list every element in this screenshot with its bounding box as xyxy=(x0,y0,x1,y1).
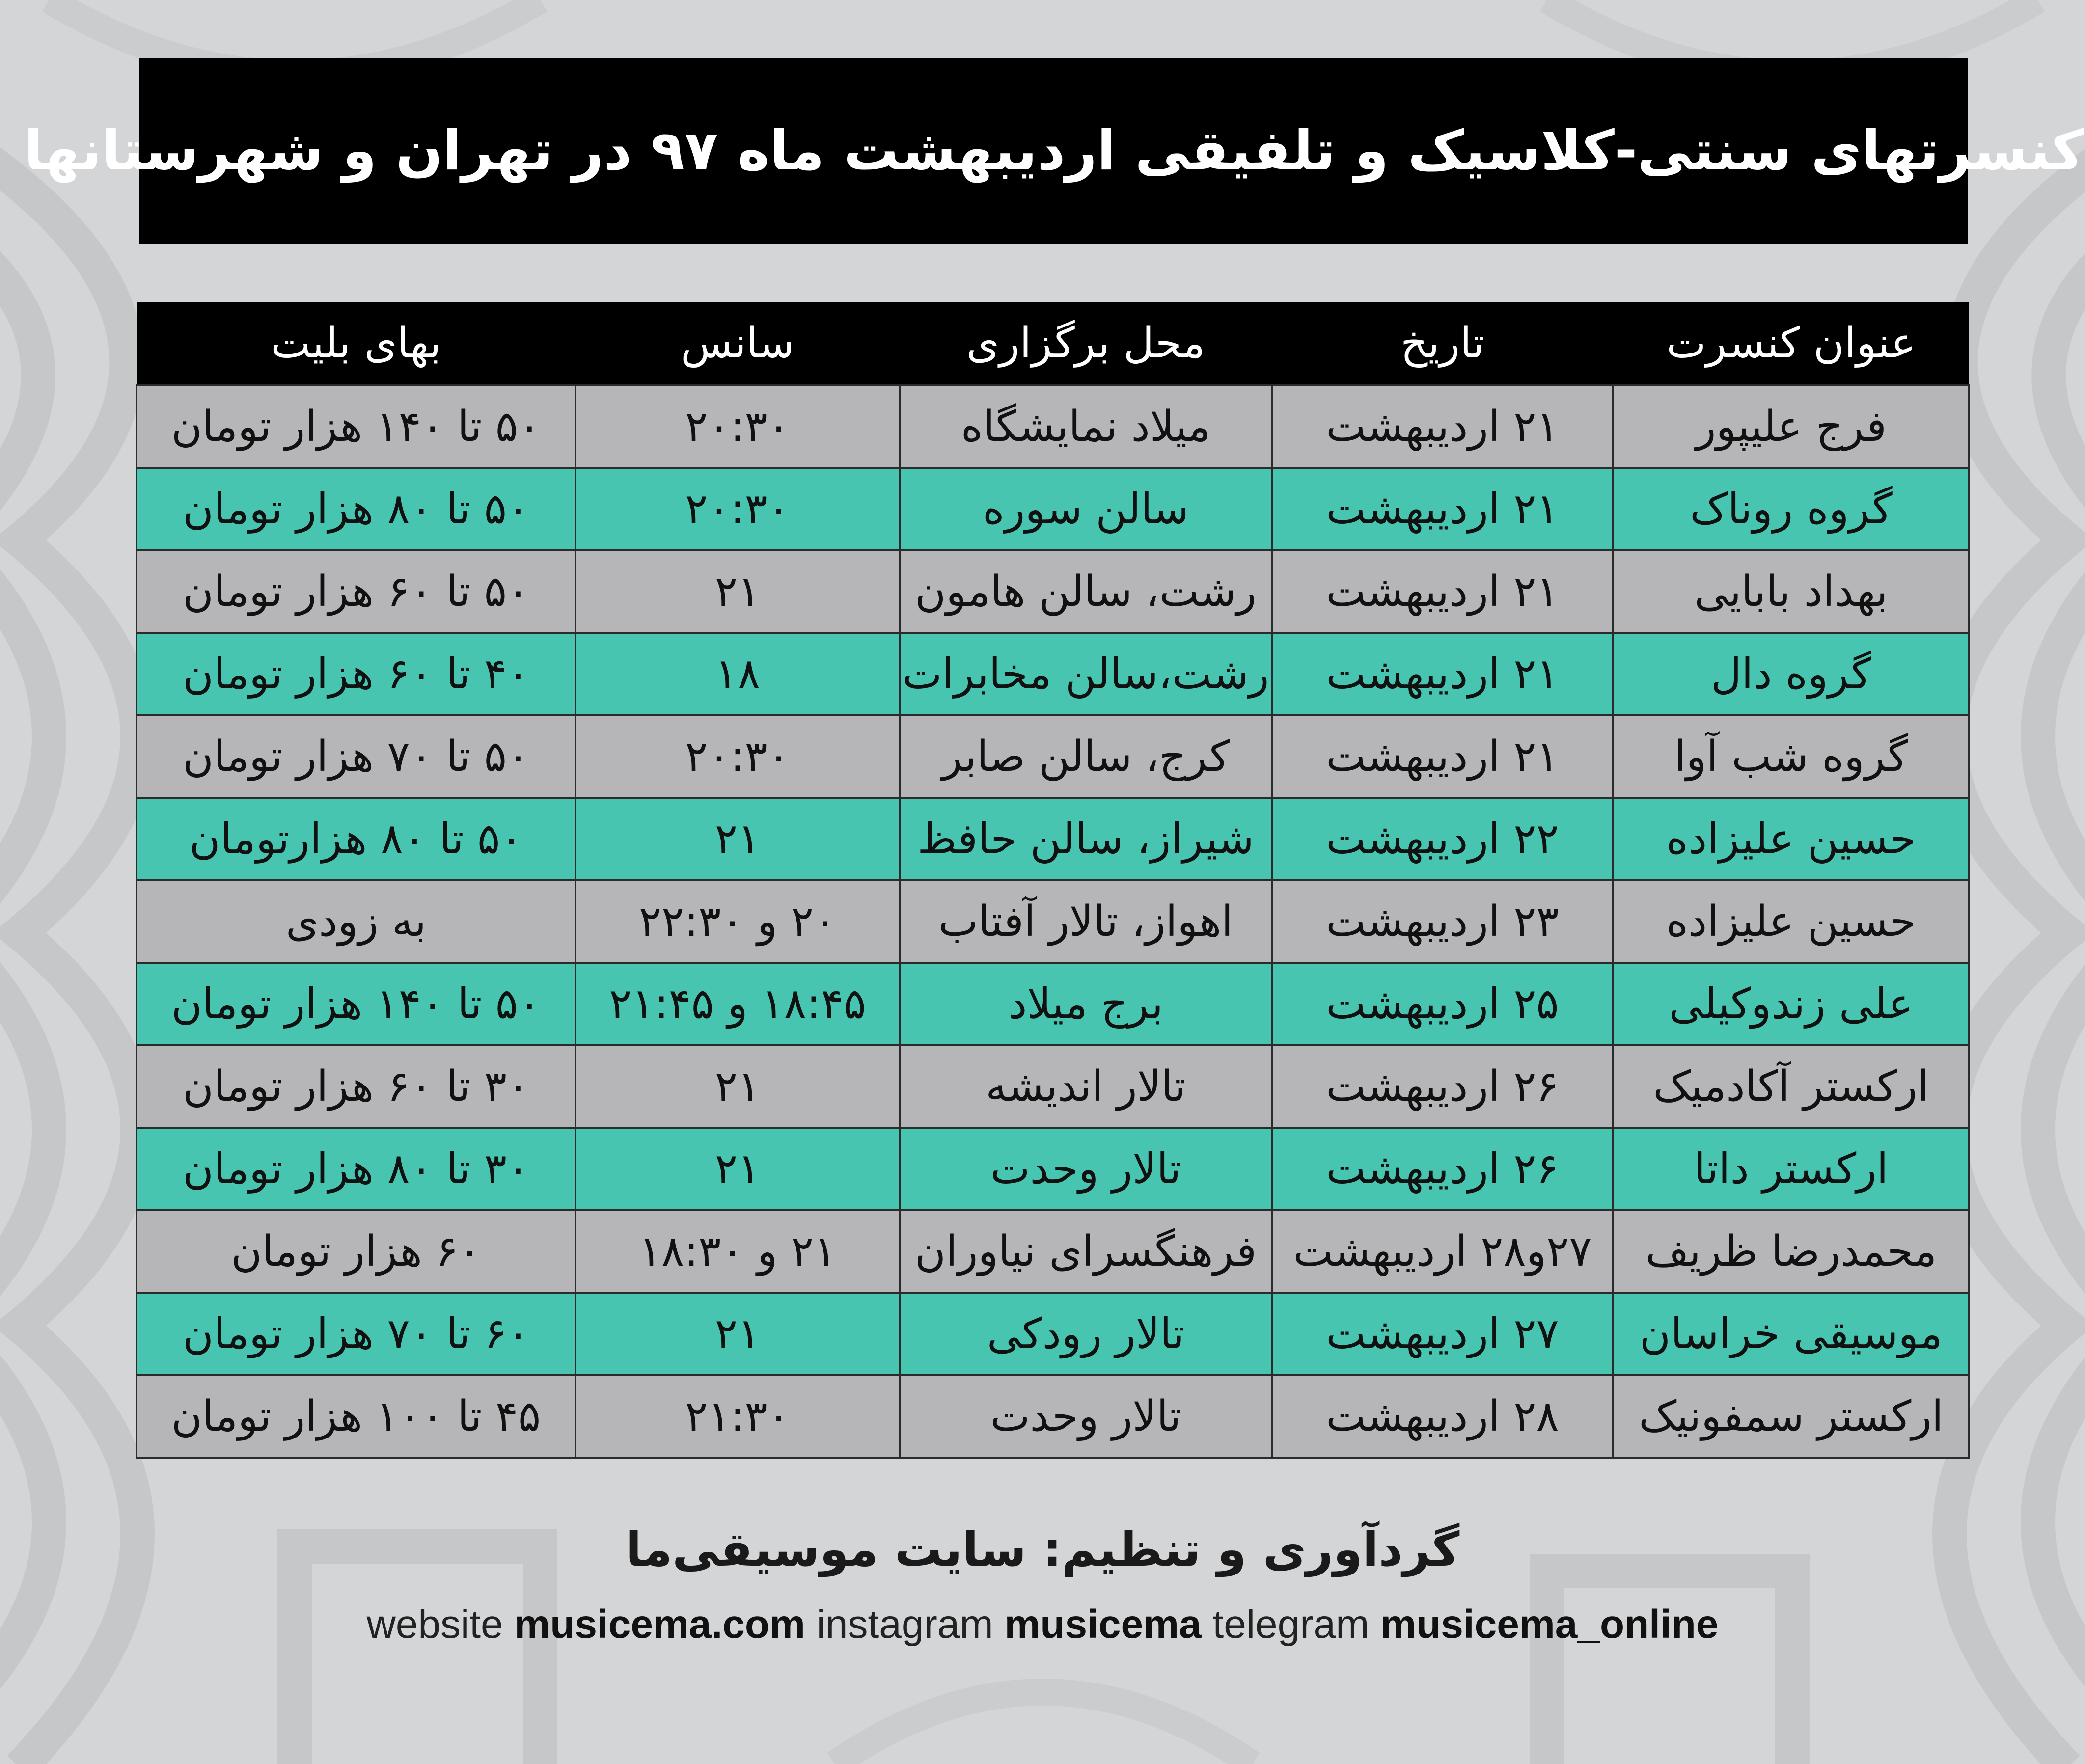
cell-time: ۲۰:۳۰ xyxy=(576,385,900,468)
cell-title: محمدرضا ظریف xyxy=(1613,1210,1969,1293)
cell-venue: تالار رودکی xyxy=(900,1293,1272,1375)
telegram-link[interactable]: musicema_online xyxy=(1380,1602,1719,1647)
cell-title: ارکستر سمفونیک xyxy=(1613,1375,1969,1458)
cell-price: ۳۰ تا ۶۰ هزار تومان xyxy=(137,1045,576,1128)
cell-time: ۲۱:۳۰ xyxy=(576,1375,900,1458)
cell-price: ۵۰ تا ۷۰ هزار تومان xyxy=(137,715,576,798)
cell-time: ۲۰:۳۰ xyxy=(576,715,900,798)
cell-date: ۲۲ اردیبهشت xyxy=(1272,798,1613,880)
cell-title: فرج علیپور xyxy=(1613,385,1969,468)
table-header-row xyxy=(137,302,1969,385)
table-row xyxy=(137,715,1969,798)
cell-date: ۲۸ اردیبهشت xyxy=(1272,1375,1613,1458)
cell-title: علی زندوکیلی xyxy=(1613,963,1969,1045)
table-row xyxy=(137,1210,1969,1293)
cell-title: ارکستر داتا xyxy=(1613,1128,1969,1210)
header-title: عنوان کنسرت xyxy=(1613,302,1969,385)
table-row xyxy=(137,963,1969,1045)
cell-date: ۲۵ اردیبهشت xyxy=(1272,963,1613,1045)
cell-time: ۲۰ و ۲۲:۳۰ xyxy=(576,880,900,963)
table-row xyxy=(137,798,1969,880)
concert-table xyxy=(136,302,1970,1459)
telegram-label: telegram xyxy=(1212,1602,1370,1647)
cell-date: ۲۱ اردیبهشت xyxy=(1272,468,1613,550)
table-row xyxy=(137,1128,1969,1210)
cell-title: گروه دال xyxy=(1613,633,1969,715)
cell-time: ۲۱ xyxy=(576,550,900,633)
cell-title: حسین علیزاده xyxy=(1613,798,1969,880)
instagram-link[interactable]: musicema xyxy=(1004,1602,1202,1647)
cell-time: ۲۱ xyxy=(576,1045,900,1128)
table-row xyxy=(137,880,1969,963)
cell-venue: سالن سوره xyxy=(900,468,1272,550)
cell-price: به زودی xyxy=(137,880,576,963)
cell-time: ۲۱ xyxy=(576,1293,900,1375)
instagram-label: instagram xyxy=(816,1602,993,1647)
cell-venue: رشت،سالن مخابرات xyxy=(900,633,1272,715)
cell-time: ۲۱ xyxy=(576,798,900,880)
cell-title: گروه شب آوا xyxy=(1613,715,1969,798)
cell-date: ۲۶ اردیبهشت xyxy=(1272,1128,1613,1210)
cell-price: ۳۰ تا ۸۰ هزار تومان xyxy=(137,1128,576,1210)
website-label: website xyxy=(366,1602,503,1647)
cell-venue: تالار وحدت xyxy=(900,1128,1272,1210)
page-title: کنسرتهای سنتی-کلاسیک و تلفیقی اردیبهشت ماه ۹۷ در تهران و شهرستانها xyxy=(139,58,1968,244)
cell-price: ۵۰ تا ۱۴۰ هزار تومان xyxy=(137,963,576,1045)
cell-time: ۲۰:۳۰ xyxy=(576,468,900,550)
cell-date: ۲۷و۲۸ اردیبهشت xyxy=(1272,1210,1613,1293)
cell-title: بهداد بابایی xyxy=(1613,550,1969,633)
cell-venue: تالار اندیشه xyxy=(900,1045,1272,1128)
cell-title: ارکستر آکادمیک xyxy=(1613,1045,1969,1128)
table-row xyxy=(137,1045,1969,1128)
cell-price: ۴۵ تا ۱۰۰ هزار تومان xyxy=(137,1375,576,1458)
cell-venue: شیراز، سالن حافظ xyxy=(900,798,1272,880)
cell-date: ۲۷ اردیبهشت xyxy=(1272,1293,1613,1375)
cell-price: ۵۰ تا ۸۰ هزار تومان xyxy=(137,468,576,550)
cell-time: ۱۸ xyxy=(576,633,900,715)
cell-price: ۴۰ تا ۶۰ هزار تومان xyxy=(137,633,576,715)
header-time: سانس xyxy=(576,302,900,385)
cell-venue: تالار وحدت xyxy=(900,1375,1272,1458)
cell-price: ۵۰ تا ۸۰ هزارتومان xyxy=(137,798,576,880)
cell-venue: کرج، سالن صابر xyxy=(900,715,1272,798)
cell-date: ۲۱ اردیبهشت xyxy=(1272,633,1613,715)
cell-title: موسیقی خراسان xyxy=(1613,1293,1969,1375)
cell-time: ۱۸:۴۵ و ۲۱:۴۵ xyxy=(576,963,900,1045)
cell-date: ۲۶ اردیبهشت xyxy=(1272,1045,1613,1128)
cell-price: ۵۰ تا ۱۴۰ هزار تومان xyxy=(137,385,576,468)
header-price: بهای بلیت xyxy=(137,302,576,385)
cell-time: ۲۱ xyxy=(576,1128,900,1210)
social-links xyxy=(0,1601,2085,1648)
website-link[interactable]: musicema.com xyxy=(514,1602,805,1647)
cell-title: گروه روناک xyxy=(1613,468,1969,550)
cell-date: ۲۱ اردیبهشت xyxy=(1272,385,1613,468)
table-row xyxy=(137,633,1969,715)
header-venue: محل برگزاری xyxy=(900,302,1272,385)
table-row xyxy=(137,468,1969,550)
table-row xyxy=(137,1293,1969,1375)
cell-time: ۲۱ و ۱۸:۳۰ xyxy=(576,1210,900,1293)
cell-date: ۲۳ اردیبهشت xyxy=(1272,880,1613,963)
cell-venue: رشت، سالن هامون xyxy=(900,550,1272,633)
cell-price: ۶۰ هزار تومان xyxy=(137,1210,576,1293)
cell-date: ۲۱ اردیبهشت xyxy=(1272,715,1613,798)
table-row xyxy=(137,550,1969,633)
cell-title: حسین علیزاده xyxy=(1613,880,1969,963)
credit-text: گردآوری و تنظیم: سایت موسیقی‌ما xyxy=(625,1522,1460,1577)
cell-price: ۵۰ تا ۶۰ هزار تومان xyxy=(137,550,576,633)
table-row xyxy=(137,385,1969,468)
cell-venue: برج میلاد xyxy=(900,963,1272,1045)
cell-venue: اهواز، تالار آفتاب xyxy=(900,880,1272,963)
cell-date: ۲۱ اردیبهشت xyxy=(1272,550,1613,633)
cell-venue: فرهنگسرای نیاوران xyxy=(900,1210,1272,1293)
cell-venue: میلاد نمایشگاه xyxy=(900,385,1272,468)
table-row xyxy=(137,1375,1969,1458)
header-date: تاریخ xyxy=(1272,302,1613,385)
cell-price: ۶۰ تا ۷۰ هزار تومان xyxy=(137,1293,576,1375)
